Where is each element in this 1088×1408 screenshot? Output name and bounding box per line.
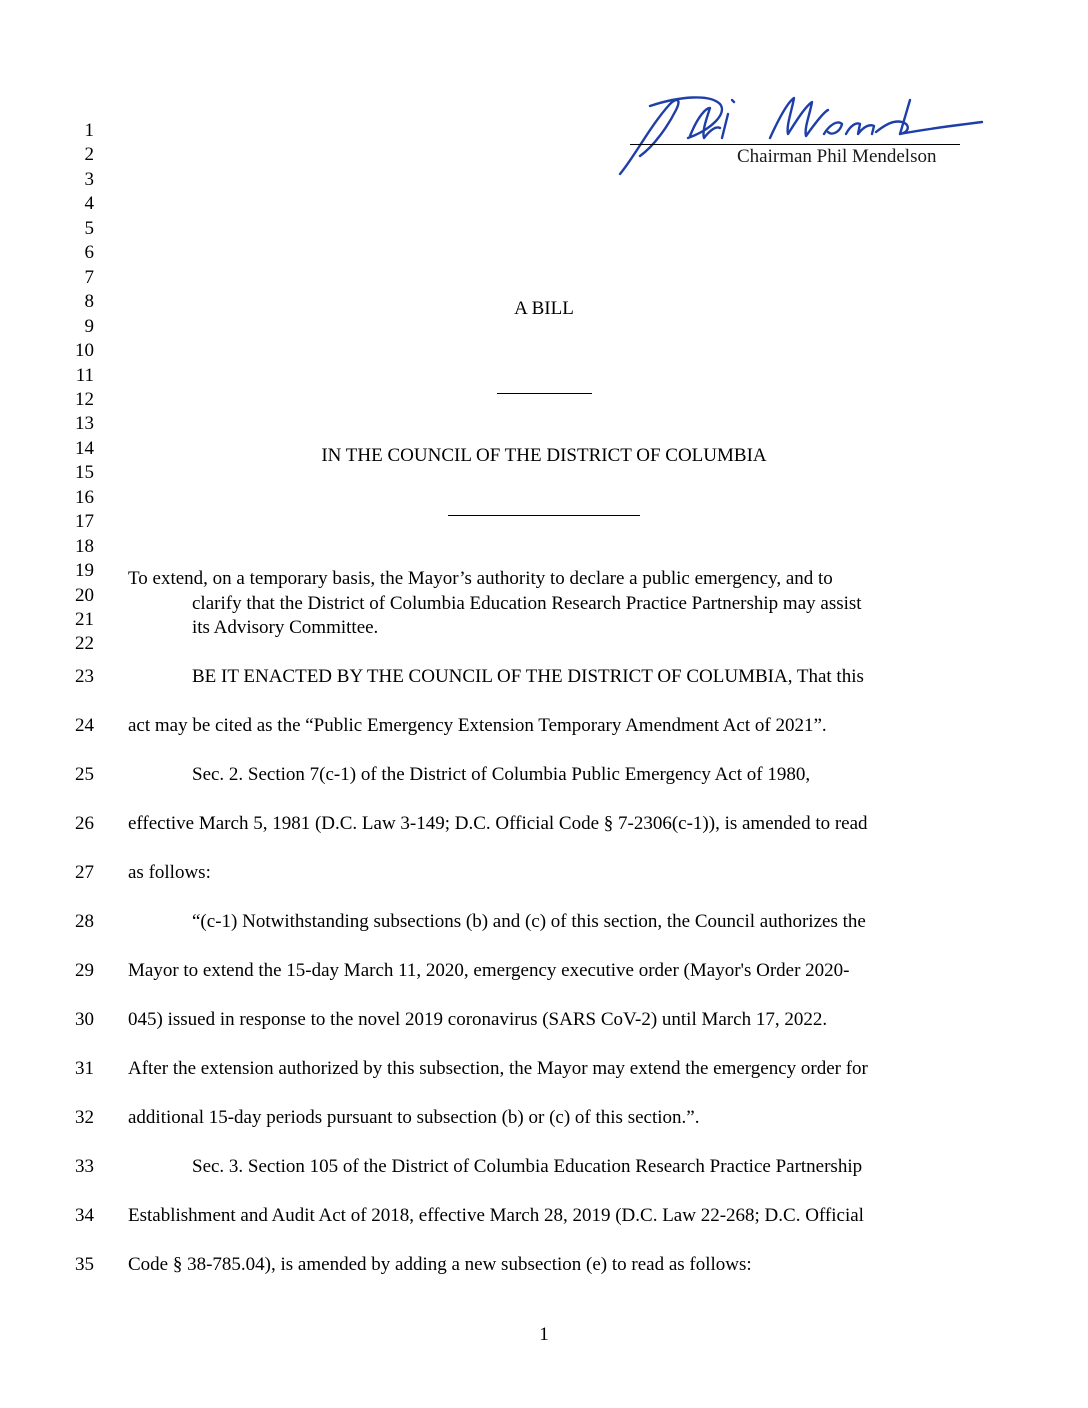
line-number: 26	[75, 813, 94, 834]
line-number: 12	[75, 388, 94, 410]
line-number: 20	[75, 584, 94, 606]
line-number: 3	[84, 168, 94, 190]
line-number: 28	[75, 911, 94, 932]
body-line: additional 15-day periods pursuant to subsection (b) or (c) of this section.”.	[128, 1107, 700, 1128]
body-line: Establishment and Audit Act of 2018, effective March 28, 2019 (D.C. Law 22-268; D.C. Official	[128, 1205, 864, 1226]
title-line: To extend, on a temporary basis, the Mayor’s authority to declare a public emergency, and to	[128, 568, 833, 589]
body-line: “(c-1) Notwithstanding subsections (b) and (c) of this section, the Council authorizes the	[192, 911, 866, 932]
line-number: 19	[75, 560, 94, 582]
line-number: 31	[75, 1058, 94, 1079]
line-number: 7	[84, 266, 94, 288]
line-number: 8	[84, 291, 94, 313]
page-number: 1	[539, 1324, 549, 1345]
line-number: 14	[75, 437, 94, 459]
bill-heading: A BILL	[514, 298, 574, 319]
line-number: 24	[75, 715, 94, 736]
line-number: 5	[84, 217, 94, 239]
line-number: 17	[75, 511, 94, 533]
line-number: 32	[75, 1107, 94, 1128]
body-line: Sec. 2. Section 7(c-1) of the District of Columbia Public Emergency Act of 1980,	[192, 764, 811, 785]
body-line: Code § 38-785.04), is amended by adding a new subsection (e) to read as follows:	[128, 1254, 752, 1275]
line-number: 21	[75, 609, 94, 630]
line-number: 30	[75, 1009, 94, 1030]
line-number: 25	[75, 764, 94, 785]
line-number: 29	[75, 960, 94, 981]
line-number: 27	[75, 862, 94, 883]
council-heading: IN THE COUNCIL OF THE DISTRICT OF COLUMBIA	[321, 445, 767, 466]
body-line: 045) issued in response to the novel 2019 coronavirus (SARS CoV-2) until March 17, 2022.	[128, 1009, 828, 1030]
body-line: as follows:	[128, 862, 211, 883]
line-number: 22	[75, 633, 94, 655]
line-number: 4	[84, 193, 94, 215]
line-number: 10	[75, 340, 94, 362]
title-line: its Advisory Committee.	[192, 617, 379, 638]
body-line: act may be cited as the “Public Emergency Extension Temporary Amendment Act of 2021”.	[128, 715, 827, 736]
line-number: 13	[75, 413, 94, 435]
line-number: 35	[75, 1254, 94, 1275]
line-number: 1	[84, 120, 94, 141]
line-number: 18	[75, 535, 94, 557]
bill-number-blank	[497, 393, 592, 394]
line-number: 34	[75, 1205, 94, 1226]
signature-caption: Chairman Phil Mendelson	[737, 146, 937, 167]
body-line: Sec. 3. Section 105 of the District of Columbia Education Research Practice Partnership	[192, 1156, 863, 1177]
line-number: 2	[84, 144, 94, 166]
line-number: 23	[75, 666, 94, 687]
body-line: effective March 5, 1981 (D.C. Law 3-149; D.C. Official Code § 7-2306(c-1)), is amended to read	[128, 813, 868, 834]
line-number: 6	[84, 242, 94, 264]
line-number: 33	[75, 1156, 94, 1177]
signature-image	[610, 86, 990, 186]
body-line: After the extension authorized by this subsection, the Mayor may extend the emergency order for	[128, 1058, 868, 1079]
line-number: 9	[84, 315, 94, 337]
signature-line	[630, 144, 960, 145]
council-blank	[448, 515, 640, 516]
body-line: BE IT ENACTED BY THE COUNCIL OF THE DISTRICT OF COLUMBIA, That this	[192, 666, 864, 687]
line-number: 11	[75, 364, 94, 386]
line-number: 16	[75, 486, 94, 508]
body-line: Mayor to extend the 15-day March 11, 2020, emergency executive order (Mayor's Order 2020-	[128, 960, 850, 981]
title-line: clarify that the District of Columbia Education Research Practice Partnership may assist	[192, 593, 862, 614]
line-number: 15	[75, 462, 94, 484]
